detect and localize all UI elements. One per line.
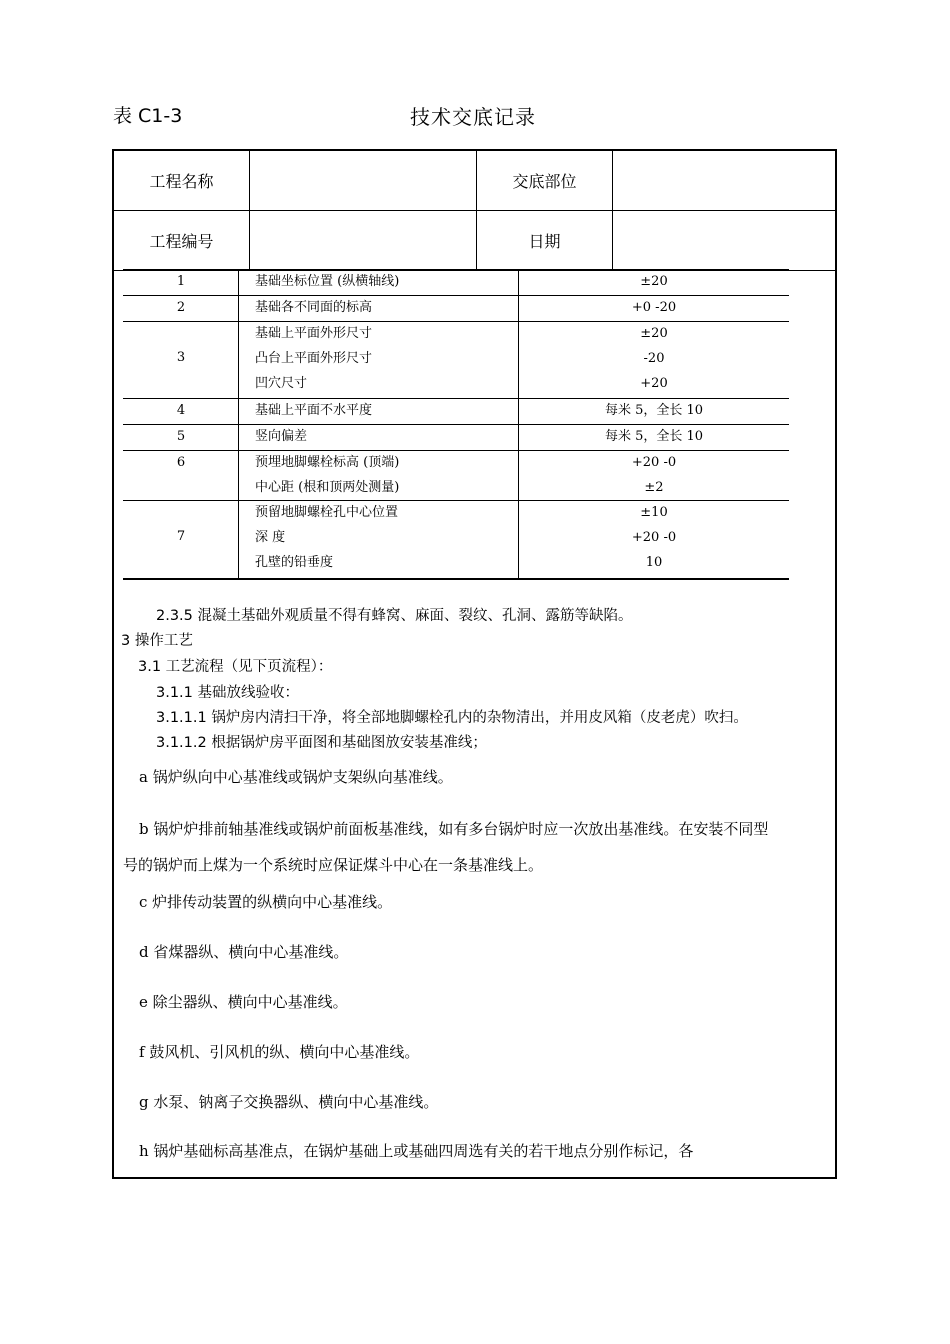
list-item-b-line1: b 锅炉炉排前轴基准线或锅炉前面板基准线，如有多台锅炉时应一次放出基准线。在安装不同型 <box>139 820 769 838</box>
row-number: 5 <box>176 429 186 444</box>
row-tolerance: 每米 5，全长 10 <box>604 429 704 444</box>
row-item: 预埋地脚螺栓标高 (顶端) <box>255 455 400 470</box>
row-item: 孔壁的铅垂度 <box>255 555 334 570</box>
row-tolerance: ±20 <box>640 326 668 341</box>
row-tolerance: ±2 <box>644 480 664 495</box>
row-tolerance: ±10 <box>640 505 668 520</box>
section-3-heading: 3 操作工艺 <box>121 633 193 649</box>
clause-3-1: 3.1 工艺流程（见下页流程）： <box>138 659 333 675</box>
page-title: 技术交底记录 <box>410 105 536 129</box>
list-item-e: e 除尘器纵、横向中心基准线。 <box>139 993 348 1011</box>
clause-3-1-1-1: 3.1.1.1 锅炉房内清扫干净，将全部地脚螺栓孔内的杂物清出，并用皮风箱（皮老虎）吹扫。 <box>156 710 748 726</box>
form-id: 表 C1-3 <box>113 105 183 127</box>
project-name-field[interactable] <box>250 151 477 211</box>
row-item: 竖向偏差 <box>255 429 308 444</box>
list-item-c: c 炉排传动装置的纵横向中心基准线。 <box>139 893 393 911</box>
list-item-f: f 鼓风机、引风机的纵、横向中心基准线。 <box>139 1043 420 1061</box>
row-tolerance: ±20 <box>640 274 668 289</box>
date-field[interactable] <box>613 211 835 271</box>
project-name-label: 工程名称 <box>114 151 250 211</box>
date-label: 日期 <box>477 211 613 271</box>
table-rule-bottom <box>123 578 789 580</box>
clause-2-3-5: 2.3.5 混凝土基础外观质量不得有蜂窝、麻面、裂纹、孔洞、露筋等缺陷。 <box>156 608 633 624</box>
row-tolerance: -20 <box>643 351 665 366</box>
list-item-a: a 锅炉纵向中心基准线或锅炉支架纵向基准线。 <box>139 768 453 786</box>
row-number: 7 <box>176 529 186 544</box>
row-tolerance: +20 <box>640 376 668 391</box>
clause-3-1-1: 3.1.1 基础放线验收： <box>156 685 300 701</box>
project-no-field[interactable] <box>250 211 477 271</box>
row-number: 2 <box>176 300 186 315</box>
position-label: 交底部位 <box>477 151 613 211</box>
row-item: 凹穴尺寸 <box>255 376 308 391</box>
row-item: 深 度 <box>255 530 286 545</box>
project-no-label: 工程编号 <box>114 211 250 271</box>
row-item: 基础坐标位置 (纵横轴线) <box>255 274 400 289</box>
row-tolerance: 每米 5，全长 10 <box>604 403 704 418</box>
row-number: 6 <box>176 455 186 470</box>
row-number: 1 <box>176 274 186 289</box>
row-tolerance: 10 <box>645 555 663 570</box>
row-item: 预留地脚螺栓孔中心位置 <box>255 505 399 520</box>
row-tolerance: +20 -0 <box>631 530 677 545</box>
row-item: 基础上平面外形尺寸 <box>255 326 373 341</box>
row-item: 基础各不同面的标高 <box>255 300 373 315</box>
clause-3-1-1-2: 3.1.1.2 根据锅炉房平面图和基础图放安装基准线； <box>156 735 487 751</box>
list-item-g: g 水泵、钠离子交换器纵、横向中心基准线。 <box>139 1093 439 1111</box>
list-item-h: h 锅炉基础标高基准点，在锅炉基础上或基础四周选有关的若干地点分别作标记，各 <box>139 1142 694 1160</box>
list-item-d: d 省煤器纵、横向中心基准线。 <box>139 943 349 961</box>
list-item-b-line2: 号的锅炉而上煤为一个系统时应保证煤斗中心在一条基准线上。 <box>123 856 544 874</box>
position-field[interactable] <box>613 151 835 211</box>
row-number: 4 <box>176 403 186 418</box>
row-item: 基础上平面不水平度 <box>255 403 373 418</box>
row-item: 中心距 (根和顶两处测量) <box>255 480 400 495</box>
row-tolerance: +20 -0 <box>631 455 677 470</box>
row-item: 凸台上平面外形尺寸 <box>255 351 373 366</box>
row-number: 3 <box>176 350 186 365</box>
row-tolerance: +0 -20 <box>631 300 677 315</box>
